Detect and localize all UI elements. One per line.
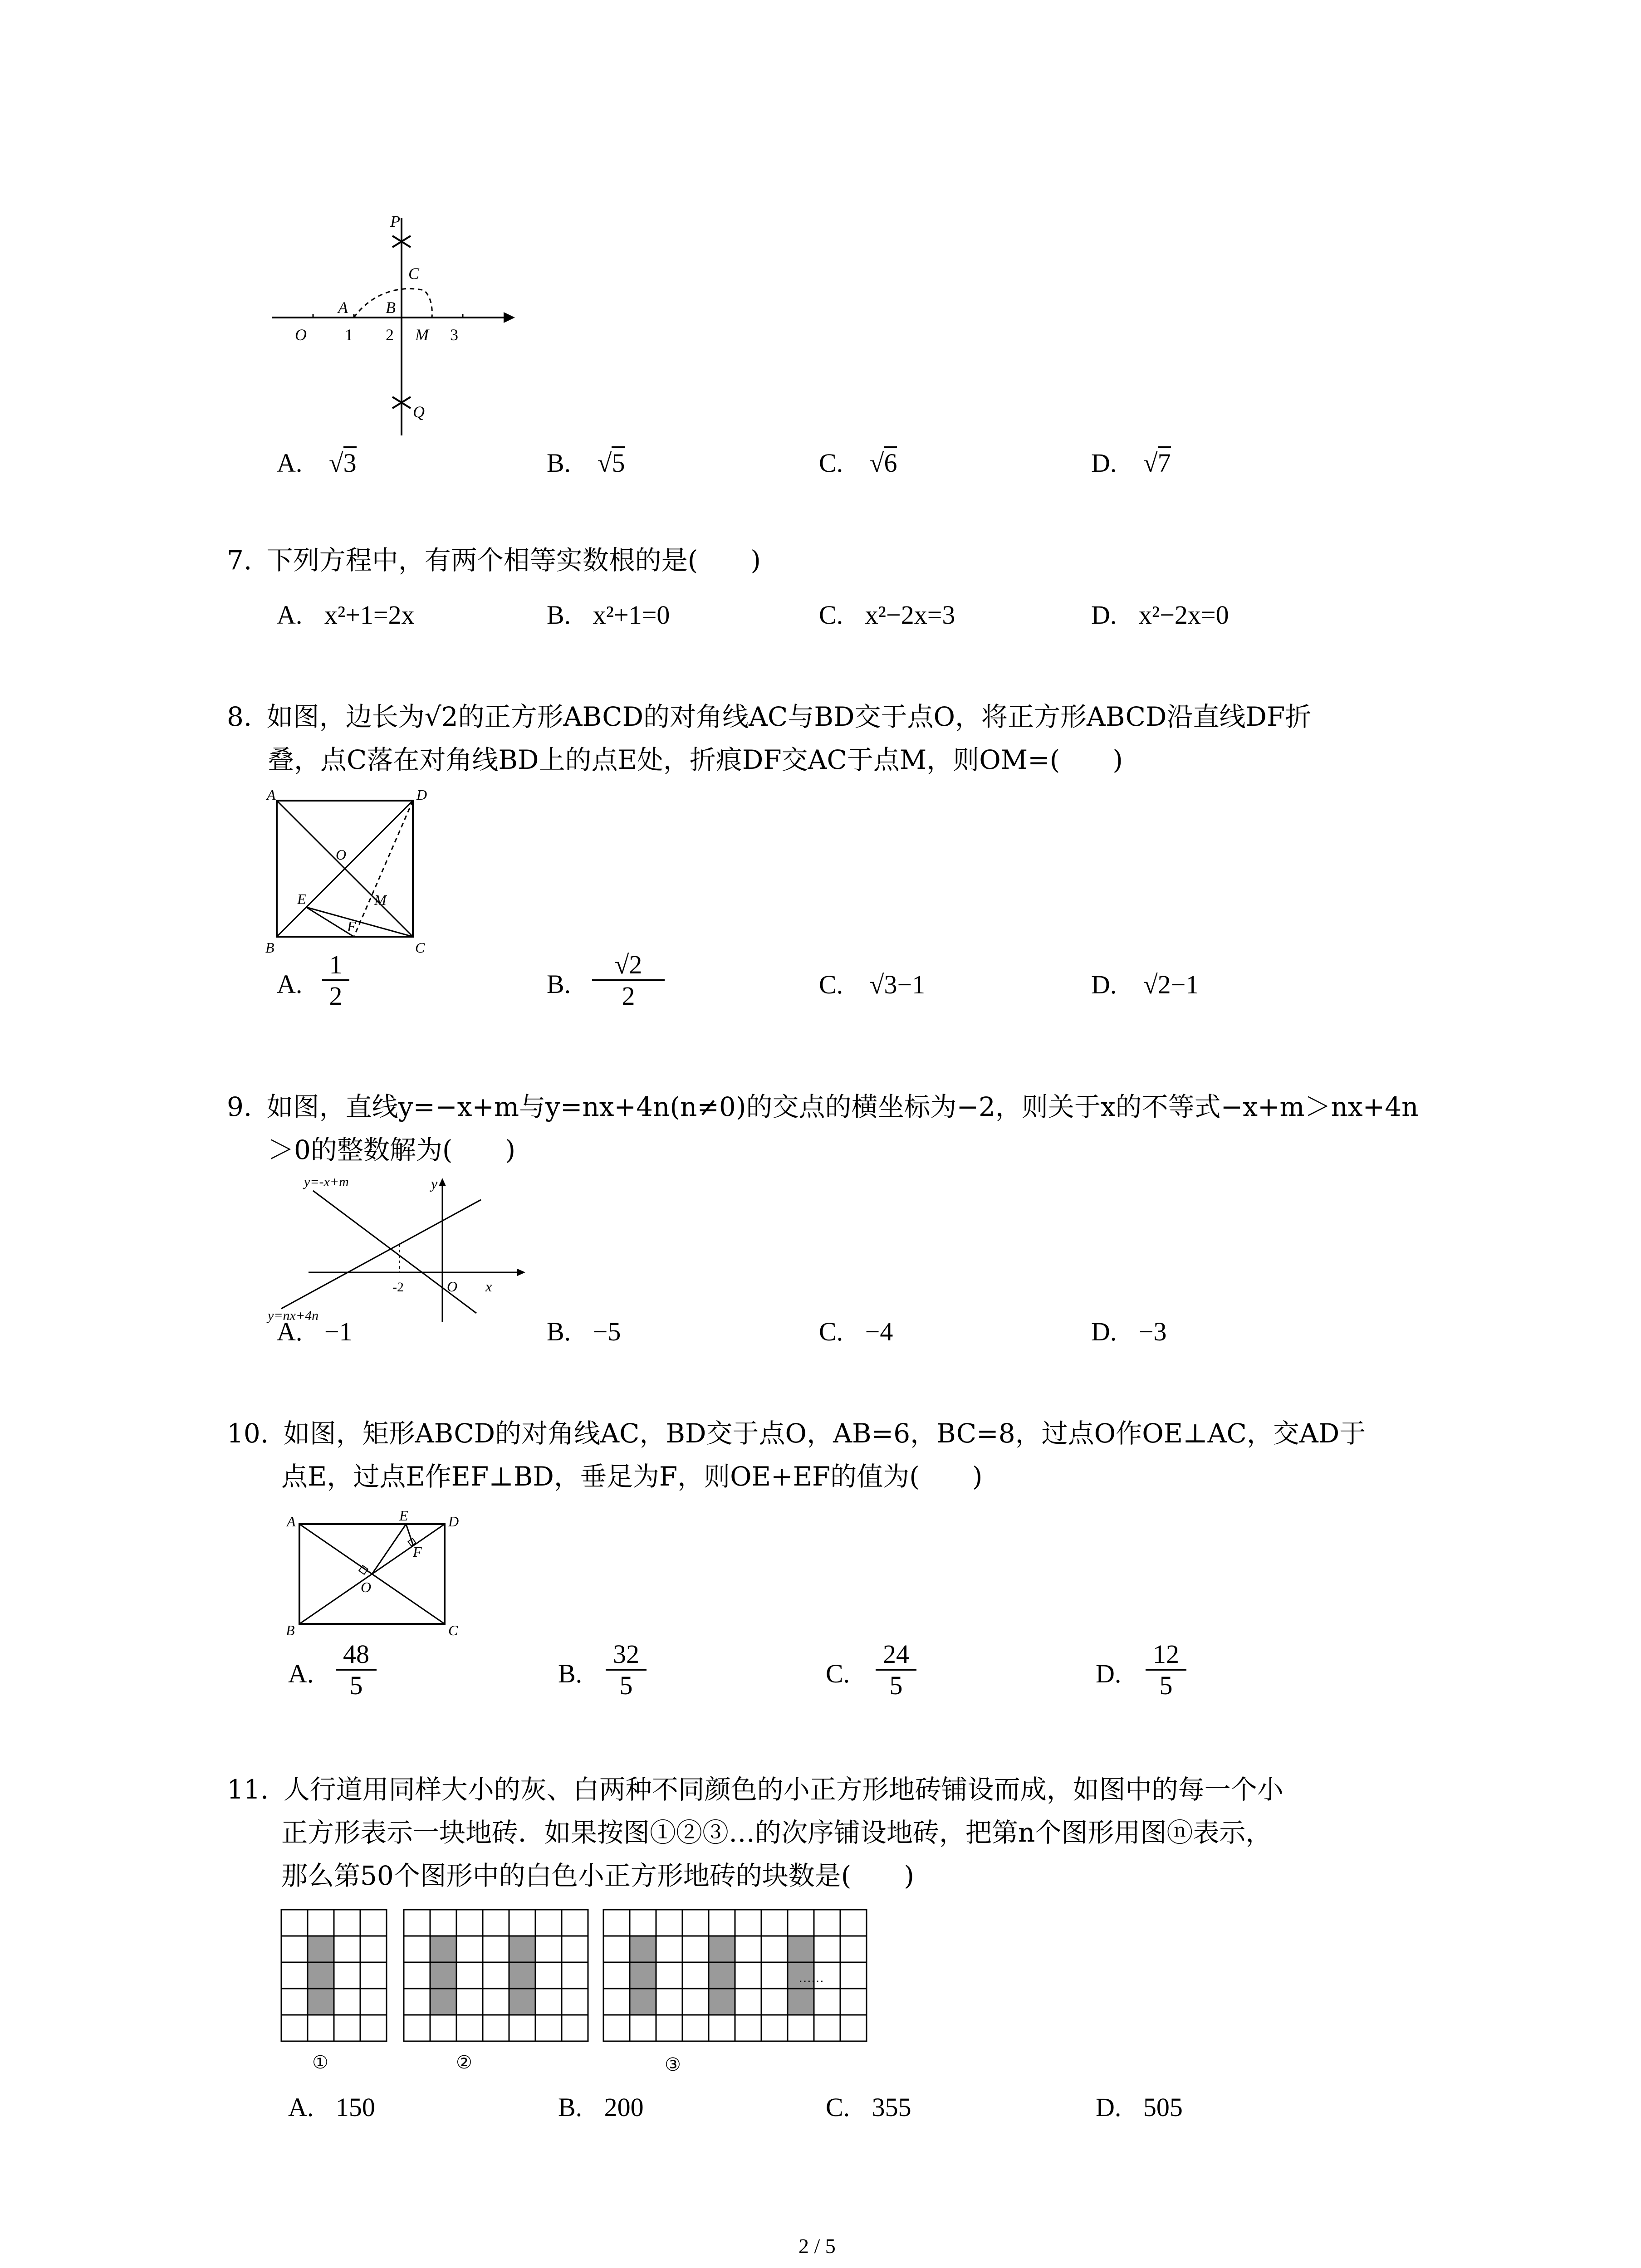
q10-label-F: F [413,1544,422,1560]
white-tile [483,1936,509,1962]
q6-label-A: A [338,298,348,317]
q11-option-c[interactable] [826,2091,911,2123]
white-tile [735,1936,761,1962]
q10-option-a-fraction [336,1640,377,1701]
white-tile [840,1936,867,1962]
q11-label-2: ② [456,2052,472,2073]
q11-label-3: ③ [665,2054,681,2075]
q8-label-B: B [265,939,274,956]
white-tile [603,2015,630,2041]
q10-option-c-num: 24 [883,1639,909,1669]
q9-option-a[interactable] [277,1315,353,1348]
gray-tile [430,1962,456,1989]
q11-label-dots: …… [798,1970,824,1985]
gray-tile [308,1989,334,2015]
q8-line1-text: 如图，边长为√2的正方形ABCD的对角线AC与BD交于点O，将正方形ABCD沿直线DF折 [266,701,1312,732]
white-tile [840,1989,867,2015]
white-tile [709,1910,735,1936]
q11-option-a[interactable] [288,2091,375,2123]
white-tile [735,1910,761,1936]
q7-option-b-text: x²+1=0 [593,600,670,630]
white-tile [562,1989,588,2015]
q11-option-b-letter: B. [558,2092,583,2122]
white-tile [603,1962,630,1989]
white-tile [334,1962,360,1989]
white-tile [562,1910,588,1936]
sqrt-icon: √ [1143,448,1158,478]
q8-option-d-text: √2−1 [1143,970,1199,999]
q10-option-b-letter[interactable]: B. [558,1659,583,1688]
white-tile [630,1910,656,1936]
white-tile [404,1962,430,1989]
white-tile [814,1989,840,2015]
gray-tile [430,1989,456,2015]
q9-option-b-letter: B. [547,1317,571,1346]
q6-option-d-text: 7 [1158,446,1171,478]
q9-label-line2: y=nx+4n [268,1308,319,1323]
white-tile [456,2015,483,2041]
white-tile [334,1989,360,2015]
q6-option-b-letter: B. [547,448,571,478]
gray-tile [630,1989,656,2015]
white-tile [735,1962,761,1989]
white-tile [509,1910,535,1936]
white-tile [603,1910,630,1936]
q7-option-b[interactable] [547,599,670,631]
white-tile [603,1989,630,2015]
white-tile [360,1962,387,1989]
q8-option-d-letter: D. [1091,970,1117,999]
q10-option-b-den: 5 [619,1671,633,1700]
white-tile [281,1962,308,1989]
gray-tile [430,1936,456,1962]
q10-option-a-letter[interactable]: A. [288,1659,314,1688]
q8-option-b-fraction [592,950,665,1011]
white-tile [682,1910,709,1936]
gray-tile [509,1936,535,1962]
q6-option-b[interactable] [547,447,625,479]
q9-option-c-letter: C. [819,1317,843,1346]
gray-tile [509,1989,535,2015]
q9-label-x: x [485,1278,492,1295]
white-tile [682,2015,709,2041]
q9-option-b[interactable] [547,1315,621,1348]
q11-option-d[interactable] [1096,2091,1183,2123]
q9-option-d-text: −3 [1138,1317,1167,1346]
q10-option-a-num: 48 [343,1639,369,1669]
white-tile [709,2015,735,2041]
q9-option-a-letter: A. [277,1317,303,1346]
sqrt-icon: √ [328,448,343,478]
white-tile [535,2015,562,2041]
q10-option-a-den: 5 [349,1671,363,1700]
q8-option-a-fraction [322,950,349,1011]
q10-option-b-fraction [606,1640,647,1701]
q7-option-d-text: x²−2x=0 [1138,600,1229,630]
q10-option-d-fraction [1146,1640,1186,1701]
q6-label-2: 2 [386,326,394,344]
q6-label-3: 3 [450,326,458,344]
q9-label-O: O [447,1278,458,1295]
q10-option-c-den: 5 [889,1671,903,1700]
q8-option-a-den: 2 [329,981,343,1011]
q10-option-d-den: 5 [1159,1671,1173,1700]
white-tile [735,2015,761,2041]
q6-option-a-letter: A. [277,448,303,478]
white-tile [430,2015,456,2041]
q8-stem-line2: 叠，点C落在对角线BD上的点E处，折痕DF交AC于点M，则OM=( ) [268,744,1123,775]
gray-tile [788,1936,814,1962]
q11-option-c-text: 355 [872,2092,911,2122]
q10-label-D: D [448,1513,459,1530]
q8-option-b-num: √2 [614,950,642,979]
q9-option-c[interactable] [819,1315,893,1348]
white-tile [404,1989,430,2015]
q11-line1-text: 人行道用同样大小的灰、白两种不同颜色的小正方形地砖铺设而成，如图中的每一个小 [283,1774,1283,1805]
white-tile [682,1962,709,1989]
white-tile [535,1989,562,2015]
white-tile [562,1936,588,1962]
q8-label-D: D [416,787,427,803]
q11-option-d-letter: D. [1096,2092,1122,2122]
q10-option-d-letter[interactable]: D. [1096,1659,1122,1688]
q9-label-y: y [431,1175,438,1192]
q8-label-O: O [336,846,347,863]
q10-line1-text: 如图，矩形ABCD的对角线AC，BD交于点O，AB=6，BC=8，过点O作OE⊥AC，交AD于 [283,1418,1366,1449]
q7-option-a-letter: A. [277,600,303,630]
gray-tile [308,1962,334,1989]
q11-option-a-letter: A. [288,2092,314,2122]
q10-label-O: O [361,1579,372,1595]
white-tile [456,1936,483,1962]
q6-label-B: B [386,298,396,317]
q6-number-line-figure [263,209,717,445]
gray-tile [709,1989,735,2015]
page-number: 2 / 5 [798,2234,836,2258]
white-tile [334,1936,360,1962]
q11-stem-line2: 正方形表示一块地砖．如果按图①②③…的次序铺设地砖，把第n个图形用图ⓝ表示， [281,1817,1272,1848]
q6-option-b-text: 5 [612,446,625,478]
q11-option-b-text: 200 [604,2092,644,2122]
q6-label-1: 1 [345,326,353,344]
white-tile [814,1936,840,1962]
white-tile [483,1989,509,2015]
q11-option-b[interactable] [558,2091,644,2123]
q10-option-c-letter[interactable]: C. [826,1659,850,1688]
q8-option-a-num: 1 [329,950,343,979]
q9-option-d-letter: D. [1091,1317,1117,1346]
white-tile [562,1962,588,1989]
q11-tile-figures [272,1901,862,2091]
white-tile [788,1910,814,1936]
white-tile [535,1962,562,1989]
q6-label-O: O [295,326,307,344]
q7-option-c-letter: C. [819,600,843,630]
q9-stem-line1 [227,1091,1418,1123]
q6-label-P: P [390,212,400,230]
white-tile [334,1910,360,1936]
q6-label-M: M [415,326,429,344]
q7-stem-text: 下列方程中，有两个相等实数根的是( ) [266,545,761,576]
q8-option-a-letter[interactable]: A. [277,969,303,999]
white-tile [562,2015,588,2041]
white-tile [656,1910,682,1936]
q7-option-d-letter: D. [1091,600,1117,630]
q7-option-c-text: x²−2x=3 [865,600,955,630]
gray-tile [709,1962,735,1989]
q11-stem-line3: 那么第50个图形中的白色小正方形地砖的块数是( ) [281,1860,915,1891]
q10-option-d-num: 12 [1153,1639,1179,1669]
white-tile [814,2015,840,2041]
white-tile [334,2015,360,2041]
q11-label-1: ① [312,2052,328,2073]
q10-number: 10. [227,1418,269,1449]
q8-number: 8. [227,701,252,732]
white-tile [761,2015,788,2041]
q6-option-a[interactable] [277,447,357,479]
gray-tile [308,1936,334,1962]
white-tile [840,2015,867,2041]
q10-option-c-fraction [876,1640,916,1701]
white-tile [360,1936,387,1962]
white-tile [483,1962,509,1989]
q6-option-c[interactable] [819,447,897,479]
q6-option-a-text: 3 [343,446,357,478]
q7-stem [227,544,761,576]
q7-option-c[interactable] [819,599,955,631]
sqrt-icon: √ [869,448,884,478]
white-tile [509,2015,535,2041]
q7-option-a-text: x²+1=2x [324,600,415,630]
white-tile [404,2015,430,2041]
q9-option-d[interactable] [1091,1315,1167,1348]
q9-option-c-text: −4 [865,1317,893,1346]
gray-tile [709,1936,735,1962]
q8-stem-line1 [227,701,1311,733]
q6-label-C: C [408,264,420,283]
q11-stem-line1 [227,1774,1283,1805]
q8-option-b-letter[interactable]: B. [547,969,571,999]
q8-label-M: M [374,892,387,908]
q7-number: 7. [227,545,252,576]
q9-label-minus2: -2 [392,1280,404,1295]
q10-rectangle-figure [277,1506,476,1642]
q11-number: 11. [227,1774,269,1805]
q8-label-C: C [415,939,425,956]
sqrt-icon: √ [597,448,612,478]
white-tile [404,1910,430,1936]
white-tile [456,1910,483,1936]
q8-option-b-den: 2 [622,981,635,1011]
q9-stem-line2: ＞0的整数解为( ) [268,1134,516,1165]
q11-option-c-letter: C. [826,2092,850,2122]
q8-option-c-text: √3−1 [869,970,926,999]
q8-option-c[interactable] [819,968,925,1001]
q8-option-c-letter: C. [819,970,843,999]
white-tile [281,1910,308,1936]
q10-label-E: E [399,1507,408,1524]
white-tile [360,2015,387,2041]
q9-label-line1: y=-x+m [304,1174,349,1189]
q10-option-b-num: 32 [613,1639,639,1669]
q11-option-d-text: 505 [1143,2092,1183,2122]
white-tile [603,1936,630,1962]
q6-option-c-text: 6 [884,446,897,478]
q8-option-d[interactable] [1091,968,1199,1001]
q10-label-A: A [287,1513,296,1530]
white-tile [430,1910,456,1936]
white-tile [456,1962,483,1989]
white-tile [761,1962,788,1989]
q6-label-Q: Q [413,403,425,421]
white-tile [656,1936,682,1962]
white-tile [788,2015,814,2041]
q9-number: 9. [227,1091,252,1122]
q10-label-B: B [286,1622,295,1638]
white-tile [360,1910,387,1936]
white-tile [682,1936,709,1962]
q7-option-a[interactable] [277,599,415,631]
q6-option-d-letter: D. [1091,448,1117,478]
white-tile [682,1989,709,2015]
q9-lines-figure [263,1173,544,1327]
white-tile [814,1910,840,1936]
gray-tile [788,1989,814,2015]
q9-option-a-text: −1 [324,1317,353,1346]
q9-line1-text: 如图，直线y=−x+m与y=nx+4n(n≠0)的交点的横坐标为−2，则关于x的不等式−x+m＞nx+4n [266,1091,1419,1122]
white-tile [656,1989,682,2015]
white-tile [483,2015,509,2041]
q8-label-A: A [267,787,276,803]
white-tile [656,1962,682,1989]
white-tile [404,1936,430,1962]
gray-tile [509,1962,535,1989]
white-tile [656,2015,682,2041]
white-tile [761,1936,788,1962]
q10-stem-line2: 点E，过点E作EF⊥BD，垂足为F，则OE+EF的值为( ) [281,1461,983,1492]
white-tile [535,1936,562,1962]
q6-option-d[interactable] [1091,447,1171,479]
white-tile [308,1910,334,1936]
gray-tile [630,1962,656,1989]
q10-stem-line1 [227,1418,1366,1449]
q6-option-c-letter: C. [819,448,843,478]
white-tile [281,2015,308,2041]
q9-option-b-text: −5 [593,1317,621,1346]
white-tile [840,1962,867,1989]
q8-label-E: E [297,891,306,907]
white-tile [281,1936,308,1962]
white-tile [630,2015,656,2041]
white-tile [308,2015,334,2041]
q11-option-a-text: 150 [335,2092,375,2122]
white-tile [360,1989,387,2015]
q10-label-C: C [448,1622,458,1638]
white-tile [840,1910,867,1936]
white-tile [281,1989,308,2015]
q7-option-d[interactable] [1091,599,1229,631]
white-tile [735,1989,761,2015]
white-tile [761,1989,788,2015]
white-tile [456,1989,483,2015]
q8-square-figure [263,787,436,959]
q7-option-b-letter: B. [547,600,571,630]
gray-tile [630,1936,656,1962]
white-tile [535,1910,562,1936]
white-tile [761,1910,788,1936]
white-tile [483,1910,509,1936]
q8-label-F: F [347,918,356,934]
